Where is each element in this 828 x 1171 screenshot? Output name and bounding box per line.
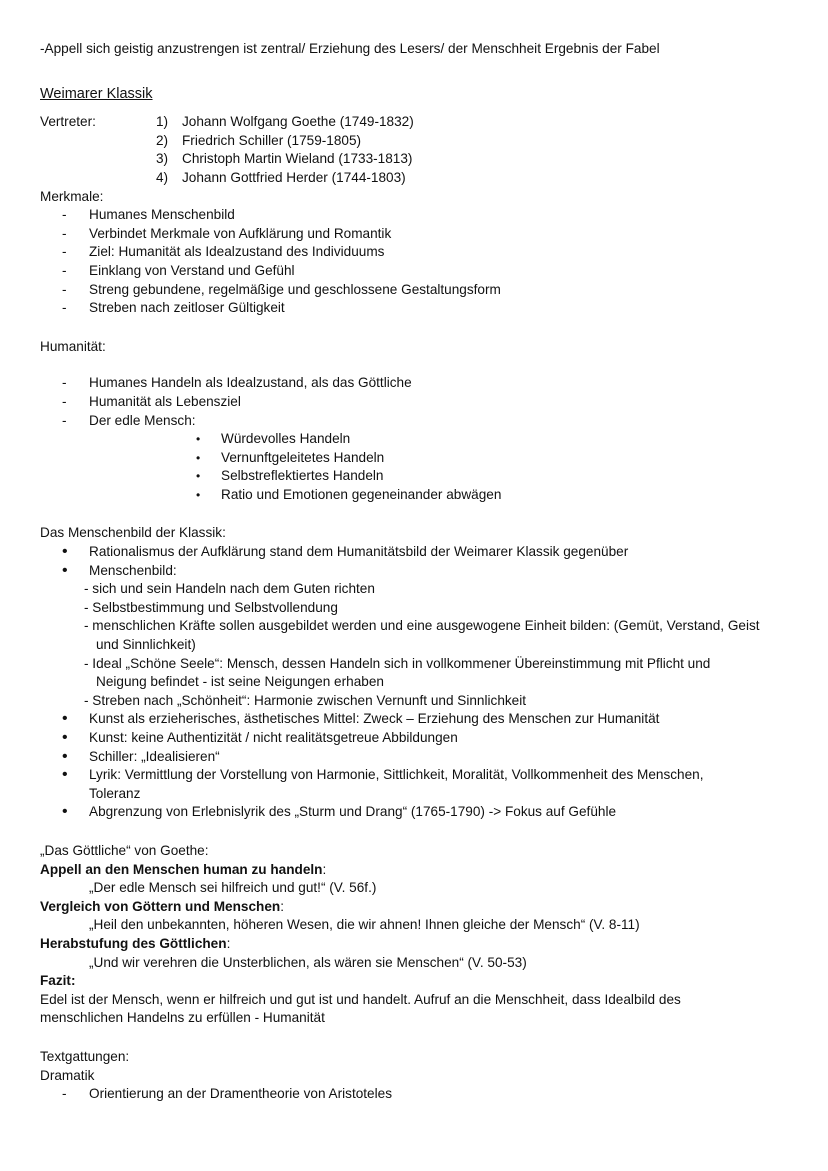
list-item — [156, 150, 414, 169]
humanitaet-list — [40, 374, 800, 430]
sub-line: und Sinnlichkeit) — [96, 637, 196, 653]
list-item — [156, 169, 414, 188]
list-item: • Abgrenzung von Erlebnislyrik des „Sturm und Drang“ (1765-1790) -> Fokus auf Gefühle — [40, 803, 800, 822]
document-page — [40, 40, 800, 1104]
list-item — [156, 113, 414, 132]
list-item — [40, 562, 800, 581]
list-number: 3) — [156, 151, 169, 167]
goethe-quote-3: „Und wir verehren die Unsterblichen, als wären sie Menschen“ (V. 50-53) — [89, 954, 527, 970]
list-item: • Vernunftgeleitetes Handeln — [40, 449, 800, 468]
menschenbild-list-2 — [40, 710, 800, 822]
fazit-text: Edel ist der Mensch, wenn er hilfreich und gut ist und handelt. Aufruf an die Menschheit, dass Idealbild des — [40, 991, 681, 1007]
vertreter-list — [156, 113, 414, 187]
list-text: Friedrich Schiller (1759-1805) — [182, 132, 362, 148]
sub-line: - Selbstbestimmung und Selbstvollendung — [84, 599, 338, 615]
sub-line: - Streben nach „Schönheit“: Harmonie zwischen Vernunft und Sinnlichkeit — [84, 692, 527, 708]
dramatik-label: Dramatik — [40, 1067, 95, 1083]
intro-line: -Appell sich geistig anzustrengen ist zentral/ Erziehung des Lesers/ der Menschheit Ergebnis der Fabel — [40, 41, 660, 56]
list-text: Menschenbild: — [89, 562, 177, 578]
list-item — [156, 132, 414, 151]
menschenbild-label: Das Menschenbild der Klassik: — [40, 525, 226, 541]
goethe-quote-1: „Der edle Mensch sei hilfreich und gut!“ (V. 56f.) — [89, 880, 377, 896]
list-item: - Streng gebundene, regelmäßige und geschlossene Gestaltungsform — [40, 281, 800, 300]
list-number: 1) — [156, 114, 169, 130]
sub-line: - sich und sein Handeln nach dem Guten richten — [84, 581, 375, 597]
list-item: • Würdevolles Handeln — [40, 430, 800, 449]
list-text: Toleranz — [89, 785, 141, 801]
menschenbild-list — [40, 543, 800, 580]
list-item: • Selbstreflektiertes Handeln — [40, 467, 800, 486]
goethe-heading-1: Appell an den Menschen human zu handeln: — [40, 861, 327, 877]
vertreter-label: Vertreter: — [40, 114, 96, 130]
list-item: • Kunst: keine Authentizität / nicht realitätsgetreue Abbildungen — [40, 729, 800, 748]
list-item: - Humanes Menschenbild — [40, 206, 800, 225]
list-item: • Ratio und Emotionen gegeneinander abwägen — [40, 486, 800, 505]
list-item: - Humanes Handeln als Idealzustand, als das Göttliche — [40, 374, 800, 393]
sub-line: - menschlichen Kräfte sollen ausgebildet werden und eine ausgewogene Einheit bilden: (Gemüt, Verstand, Geist — [84, 618, 760, 634]
textgattungen-label: Textgattungen: — [40, 1048, 130, 1064]
list-item: • Rationalismus der Aufklärung stand dem Humanitätsbild der Weimarer Klassik gegenüber — [40, 543, 800, 562]
fazit-heading: Fazit: — [40, 973, 76, 989]
sub-line: - Ideal „Schöne Seele“: Mensch, dessen Handeln sich in vollkommener Übereinstimmung mit Pflicht und — [84, 655, 711, 671]
list-text: Johann Wolfgang Goethe (1749-1832) — [182, 114, 414, 130]
list-item: - Der edle Mensch: — [40, 412, 800, 431]
goethe-quote-2: „Heil den unbekannten, höheren Wesen, die wir ahnen! Ihnen gleiche der Mensch“ (V. 8-11) — [89, 917, 640, 933]
list-number: 2) — [156, 132, 169, 148]
goethe-heading-2: Vergleich von Göttern und Menschen: — [40, 898, 284, 914]
sub-line: Neigung befindet - ist seine Neigungen erhaben — [96, 674, 384, 690]
list-text: Lyrik: Vermittlung der Vorstellung von Harmonie, Sittlichkeit, Moralität, Vollkommenheit des Menschen, — [89, 767, 704, 783]
list-number: 4) — [156, 169, 169, 185]
list-text: Christoph Martin Wieland (1733-1813) — [182, 151, 413, 167]
vertreter-block — [40, 113, 800, 187]
list-item: • Schiller: „Idealisieren“ — [40, 748, 800, 767]
list-item: • Kunst als erzieherisches, ästhetisches Mittel: Zweck – Erziehung des Menschen zur Humanität — [40, 710, 800, 729]
merkmale-list — [40, 206, 800, 318]
edle-mensch-list — [40, 430, 800, 504]
list-item: - Streben nach zeitloser Gültigkeit — [40, 299, 800, 318]
list-item — [40, 766, 800, 803]
list-text: Johann Gottfried Herder (1744-1803) — [182, 169, 406, 185]
humanitaet-label: Humanität: — [40, 338, 106, 354]
merkmale-label: Merkmale: — [40, 188, 104, 204]
menschenbild-sublist — [40, 580, 800, 710]
section-title: Weimarer Klassik — [40, 85, 153, 102]
list-item: - Orientierung an der Dramentheorie von Aristoteles — [40, 1085, 800, 1104]
goethe-title: „Das Göttliche“ von Goethe: — [40, 842, 209, 858]
dramatik-list — [40, 1085, 800, 1104]
list-item: - Einklang von Verstand und Gefühl — [40, 262, 800, 281]
goethe-heading-3: Herabstufung des Göttlichen: — [40, 935, 231, 951]
list-item: - Humanität als Lebensziel — [40, 393, 800, 412]
fazit-text-2: menschlichen Handelns zu erfüllen - Humanität — [40, 1010, 325, 1026]
list-item: - Ziel: Humanität als Idealzustand des Individuums — [40, 243, 800, 262]
list-item: - Verbindet Merkmale von Aufklärung und Romantik — [40, 225, 800, 244]
